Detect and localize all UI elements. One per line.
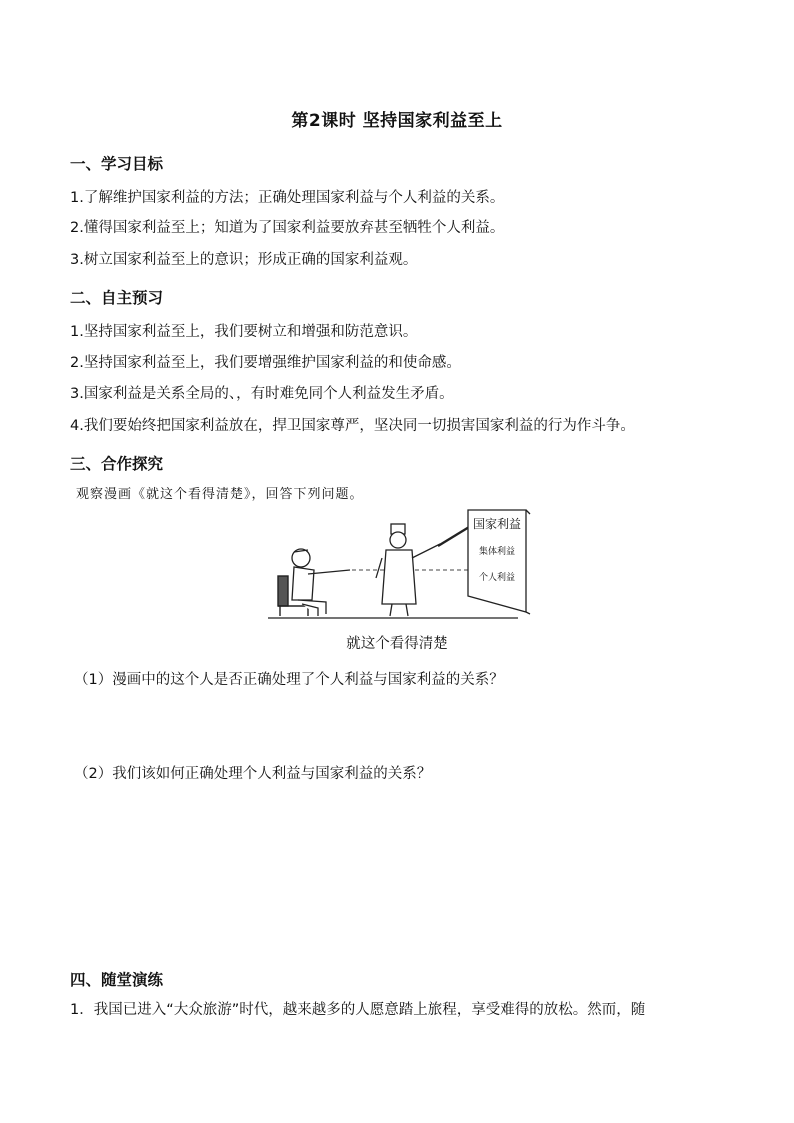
goal-item-1: 1.了解维护国家利益的方法；正确处理国家利益与个人利益的关系。 [70,190,505,206]
goal-item-2: 2.懂得国家利益至上；知道为了国家利益要放弃甚至牺牲个人利益。 [70,220,505,236]
practice-item-1: 1．我国已进入“大众旅游”时代，越来越多的人愿意踏上旅程，享受难得的放松。然而，随 [70,1002,646,1018]
section-heading-preview: 二、自主预习 [70,289,164,307]
section-heading-explore: 三、合作探究 [70,455,164,473]
preview-item-2: 2.坚持国家利益至上，我们要增强维护国家利益的和使命感。 [70,355,461,371]
goal-item-3: 3.树立国家利益至上的意识；形成正确的国家利益观。 [70,252,418,268]
preview-item-4: 4.我们要始终把国家利益放在，捍卫国家尊严，坚决同一切损害国家利益的行为作斗争。 [70,418,635,434]
page-title: 第2课时 坚持国家利益至上 [291,111,503,131]
board-label-personal: 个人利益 [478,573,516,583]
section-heading-goals: 一、学习目标 [70,155,164,173]
cartoon-caption: 就这个看得清楚 [346,636,448,652]
cartoon-image [268,508,536,624]
question-1: （1）漫画中的这个人是否正确处理了个人利益与国家利益的关系？ [74,672,504,688]
preview-item-1: 1.坚持国家利益至上，我们要树立和增强和防范意识。 [70,324,418,340]
question-2: （2）我们该如何正确处理个人利益与国家利益的关系？ [74,766,432,782]
board-label-national: 国家利益 [472,517,522,531]
section-heading-practice: 四、随堂演练 [70,971,164,989]
board-label-collective: 集体利益 [478,547,516,557]
cartoon-intro: 观察漫画《就这个看得清楚》，回答下列问题。 [76,487,364,502]
preview-item-3: 3.国家利益是关系全局的、，有时难免同个人利益发生矛盾。 [70,386,454,402]
